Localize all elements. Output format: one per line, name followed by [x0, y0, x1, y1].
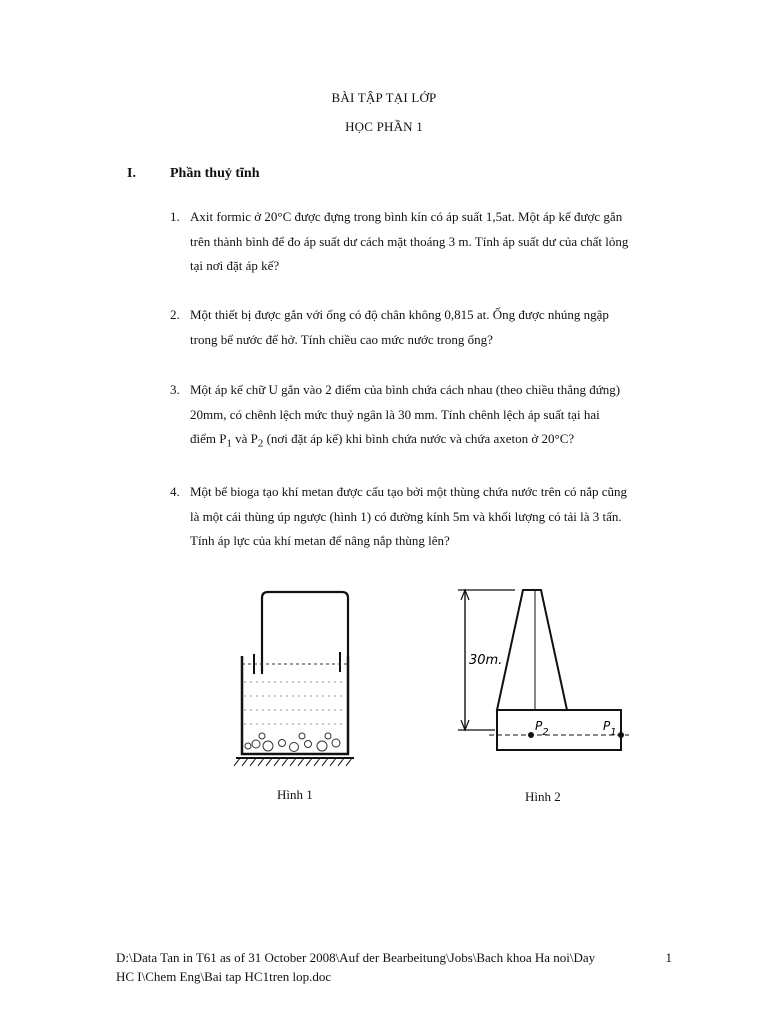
figure-2-caption: Hình 2: [525, 789, 561, 804]
question-line: tại nơi đặt áp kế?: [190, 258, 280, 273]
page-number: 1: [665, 950, 672, 965]
question-line: Tính áp lực của khí metan để nâng nắp thùng lên?: [190, 533, 450, 548]
question-line: là một cái thùng úp ngược (hình 1) có đường kính 5m và khối lượng có tải là 3 tấn.: [190, 508, 622, 524]
question-1: [170, 205, 680, 279]
subscript-1: 1: [226, 437, 232, 450]
figure-1-biogas-tank: [232, 586, 362, 772]
question-line: Axit formic ở 20°C được đựng trong bình kín có áp suất 1,5at. Một áp kế được gắn: [190, 209, 623, 224]
question-line: trên thành bình để đo áp suất dư cách mặt thoáng 3 m. Tính áp suất dư của chất lỏng: [190, 233, 629, 249]
line-text: và P: [231, 431, 258, 446]
height-label: 30m.: [469, 653, 503, 668]
question-line: Một áp kế chữ U gắn vào 2 điểm của bình chứa cách nhau (theo chiều thẳng đứng): [190, 382, 621, 397]
question-4: [170, 480, 680, 554]
subscript-2: 2: [257, 437, 264, 450]
section-title: Phần thuỷ tĩnh: [170, 166, 260, 181]
document-title: BÀI TẬP TẠI LỚP: [331, 90, 437, 105]
question-number: 1.: [170, 209, 180, 224]
footer: [116, 948, 676, 986]
p1-subscript: 1: [610, 727, 617, 738]
line-text: điểm P: [190, 431, 227, 446]
question-line: Một thiết bị được gắn với ống có độ chân không 0,815 at. Ống được nhúng ngập: [190, 307, 609, 322]
question-line: trong bể nước để hở. Tính chiều cao mức nước trong ống?: [190, 331, 493, 347]
document-subtitle: HỌC PHẦN 1: [345, 119, 423, 134]
question-number: 3.: [170, 382, 180, 397]
figure-2-tower-diagram: [455, 580, 635, 770]
question-line: [190, 427, 680, 456]
footer-path-line: HC I\Chem Eng\Bai tap HC1tren lop.doc: [116, 969, 332, 984]
question-line: 20mm, có chênh lệch mức thuỷ ngân là 30 mm. Tính chênh lệch áp suất tại hai: [190, 406, 600, 422]
question-number: 2.: [170, 307, 180, 322]
figure-1-caption: Hình 1: [277, 787, 313, 802]
p1-letter: P: [603, 719, 611, 733]
question-line: Một bể bioga tạo khí metan được cấu tạo bởi một thùng chứa nước trên có nắp cũng: [190, 484, 628, 499]
p2-letter: P: [535, 719, 543, 733]
line-text: (nơi đặt áp kế) khi bình chứa nước và chứa axeton ở 20°C?: [263, 431, 575, 446]
section-number: I.: [127, 166, 136, 181]
question-2: [170, 303, 680, 352]
question-number: 4.: [170, 484, 180, 499]
p2-subscript: 2: [542, 727, 549, 738]
question-3: [170, 378, 680, 456]
footer-path-line: D:\Data Tan in T61 as of 31 October 2008\Auf der Bearbeitung\Jobs\Bach khoa Ha noi\Day: [116, 950, 596, 965]
